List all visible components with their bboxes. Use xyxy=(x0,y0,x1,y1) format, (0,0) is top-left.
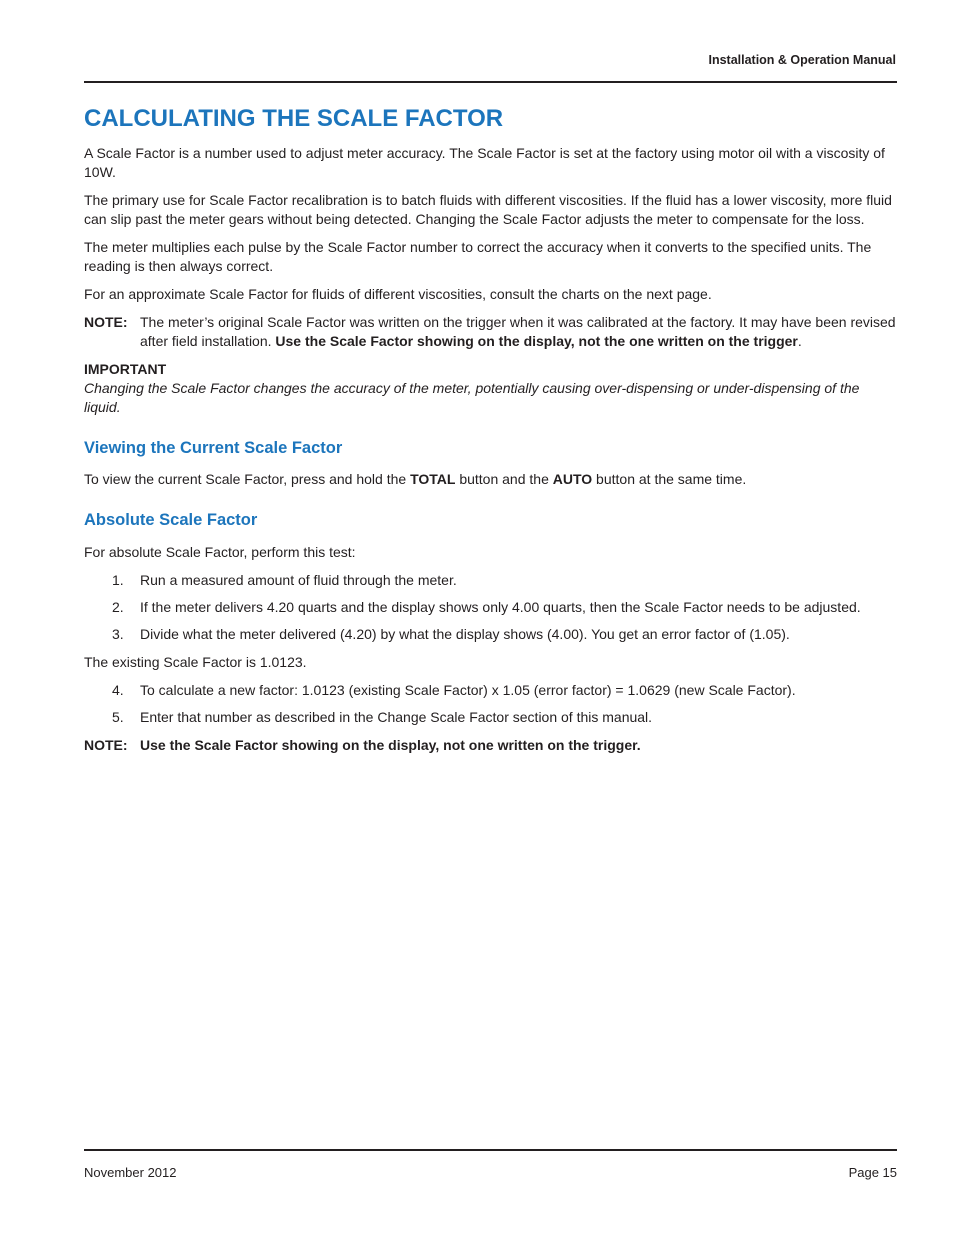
step-text: Divide what the meter delivered (4.20) by what the display shows (4.00). You get an error factor of (1.05). xyxy=(140,626,790,642)
main-content xyxy=(84,104,896,764)
viewing-text-c: button at the same time. xyxy=(592,471,747,487)
intro-paragraph-3: The meter multiplies each pulse by the Scale Factor number to correct the accuracy when it converts to the specified units. The reading is then always correct. xyxy=(84,239,872,274)
note-label: NOTE: xyxy=(84,737,128,753)
steps-list-b xyxy=(84,681,896,727)
footer-page-number: Page 15 xyxy=(848,1165,897,1180)
step-text: To calculate a new factor: 1.0123 (existing Scale Factor) x 1.05 (error factor) = 1.0629 (new Scale Factor). xyxy=(140,682,796,698)
viewing-text-b: button and the xyxy=(455,471,553,487)
section-heading-absolute: Absolute Scale Factor xyxy=(84,511,258,529)
note-use-display-factor xyxy=(84,736,896,755)
note-text-end: . xyxy=(797,333,802,349)
header-rule xyxy=(84,81,897,83)
step-number: 4. xyxy=(112,682,124,698)
list-item xyxy=(84,571,896,590)
total-button-name: TOTAL xyxy=(410,471,456,487)
intro-paragraph-4: For an approximate Scale Factor for fluids of different viscosities, consult the charts on the next page. xyxy=(84,286,712,302)
list-item xyxy=(84,681,896,700)
manual-title: Installation & Operation Manual xyxy=(708,53,896,67)
list-item xyxy=(84,598,896,617)
intro-paragraph-2: The primary use for Scale Factor recalibration is to batch fluids with different viscosities. If the fluid has a lower viscosity, more fluid can slip past the meter gears without being detected. Changing the Scale Factor adjusts the meter to compensate for the loss. xyxy=(84,192,892,227)
absolute-lead: For absolute Scale Factor, perform this test: xyxy=(84,544,356,560)
step-number: 1. xyxy=(112,572,124,588)
note-label: NOTE: xyxy=(84,314,128,330)
step-text: If the meter delivers 4.20 quarts and the display shows only 4.00 quarts, then the Scale Factor needs to be adjusted. xyxy=(140,599,861,615)
step-number: 5. xyxy=(112,709,124,725)
step-text: Enter that number as described in the Change Scale Factor section of this manual. xyxy=(140,709,653,725)
section-heading-viewing: Viewing the Current Scale Factor xyxy=(84,439,343,457)
viewing-instructions xyxy=(84,470,896,489)
note-text xyxy=(140,313,896,351)
footer-rule xyxy=(84,1149,897,1151)
page-title: CALCULATING THE SCALE FACTOR xyxy=(84,105,504,132)
intro-paragraph-1: A Scale Factor is a number used to adjust meter accuracy. The Scale Factor is set at the factory using motor oil with a viscosity of 10W. xyxy=(84,145,885,180)
note-original-scale-factor xyxy=(84,313,896,351)
step-text: Run a measured amount of fluid through the meter. xyxy=(140,572,457,588)
existing-scale-factor: The existing Scale Factor is 1.0123. xyxy=(84,654,307,670)
list-item xyxy=(84,708,896,727)
important-text: Changing the Scale Factor changes the accuracy of the meter, potentially causing over-dispensing or under-dispensing of the liquid. xyxy=(84,380,860,415)
note-text: Use the Scale Factor showing on the display, not one written on the trigger. xyxy=(140,737,641,753)
important-label: IMPORTANT xyxy=(84,361,167,377)
step-number: 3. xyxy=(112,626,124,642)
note-text-bold: Use the Scale Factor showing on the display, not the one written on the trigger xyxy=(275,333,798,349)
auto-button-name: AUTO xyxy=(552,471,593,487)
viewing-text-a: To view the current Scale Factor, press and hold the xyxy=(84,471,411,487)
steps-list-a xyxy=(84,571,896,644)
note-text-plain: The meter’s original Scale Factor was written on the trigger when it was calibrated at the factory. It may have been revised after field installation. xyxy=(140,314,896,349)
list-item xyxy=(84,625,896,644)
footer-date: November 2012 xyxy=(84,1165,177,1180)
step-number: 2. xyxy=(112,599,124,615)
